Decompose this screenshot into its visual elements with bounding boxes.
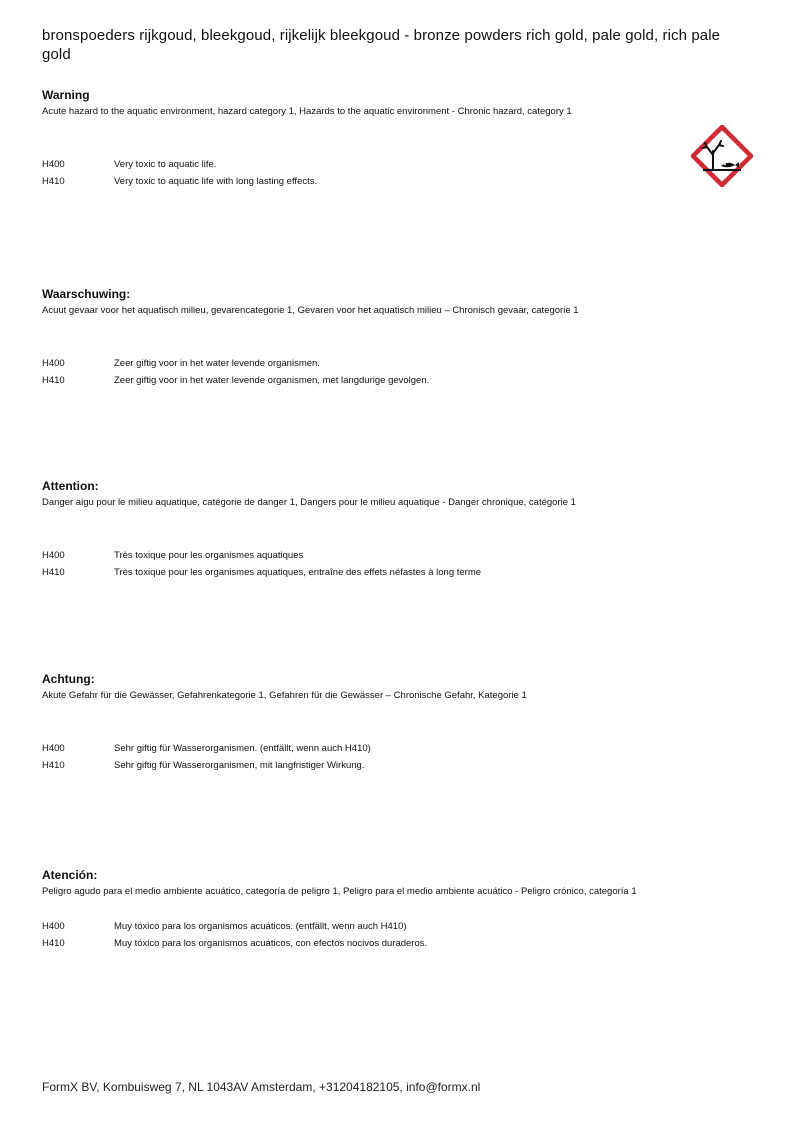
hazard-code: H410 bbox=[42, 567, 65, 578]
hazard-code: H410 bbox=[42, 938, 65, 949]
hazard-text: Sehr giftig für Wasserorganismen. (entfällt, wenn auch H410) bbox=[114, 743, 371, 754]
hazard-statement bbox=[42, 918, 682, 935]
document-title: bronspoeders rijkgoud, bleekgoud, rijkelijk bleekgoud - bronze powders rich gold, pale gold, rich pale gold bbox=[42, 27, 721, 63]
hazard-statement bbox=[42, 173, 682, 190]
section-heading: Warning bbox=[42, 88, 90, 102]
hazard-statements bbox=[42, 740, 682, 774]
hazard-code: H400 bbox=[42, 358, 65, 369]
section-en bbox=[42, 88, 682, 190]
section-heading: Atención: bbox=[42, 868, 98, 882]
section-es bbox=[42, 868, 682, 952]
hazard-statement bbox=[42, 547, 682, 564]
section-de bbox=[42, 672, 682, 774]
hazard-text: Muy tóxico para los organismos acuáticos, con efectos nocivos duraderos. bbox=[114, 938, 428, 949]
hazard-text: Very toxic to aquatic life. bbox=[114, 159, 217, 170]
hazard-text: Zeer giftig voor in het water levende organismen. bbox=[114, 358, 320, 369]
section-description: Danger aigu pour le milieu aquatique, catégorie de danger 1, Dangers pour le milieu aquatique - Danger chronique, catégorie 1 bbox=[42, 497, 576, 508]
hazard-code: H400 bbox=[42, 743, 65, 754]
section-heading: Achtung: bbox=[42, 672, 95, 686]
environment-hazard-icon bbox=[691, 125, 753, 187]
footer-contact: FormX BV, Kombuisweg 7, NL 1043AV Amsterdam, +31204182105, info@formx.nl bbox=[42, 1080, 481, 1094]
hazard-statement bbox=[42, 564, 682, 581]
section-description: Acuut gevaar voor het aquatisch milieu, gevarencategorie 1, Gevaren voor het aquatisch milieu – Chronisch gevaar, categorie 1 bbox=[42, 305, 579, 316]
hazard-statements bbox=[42, 918, 682, 952]
hazard-text: Muy tóxico para los organismos acuáticos. (entfällt, wenn auch H410) bbox=[114, 921, 407, 932]
hazard-statement bbox=[42, 935, 682, 952]
hazard-statement bbox=[42, 355, 682, 372]
hazard-code: H410 bbox=[42, 760, 65, 771]
hazard-statement bbox=[42, 757, 682, 774]
hazard-statement bbox=[42, 156, 682, 173]
section-nl bbox=[42, 287, 682, 389]
hazard-statement bbox=[42, 372, 682, 389]
hazard-code: H400 bbox=[42, 921, 65, 932]
section-description: Akute Gefahr für die Gewässer, Gefahrenkategorie 1, Gefahren für die Gewässer – Chronische Gefahr, Kategorie 1 bbox=[42, 690, 527, 701]
hazard-code: H400 bbox=[42, 159, 65, 170]
hazard-statements bbox=[42, 156, 682, 190]
section-description: Acute hazard to the aquatic environment, hazard category 1, Hazards to the aquatic environment - Chronic hazard, category 1 bbox=[42, 106, 572, 117]
hazard-statements bbox=[42, 547, 682, 581]
hazard-text: Very toxic to aquatic life with long lasting effects. bbox=[114, 176, 318, 187]
hazard-statement bbox=[42, 740, 682, 757]
hazard-code: H410 bbox=[42, 375, 65, 386]
section-description: Peligro agudo para el medio ambiente acuático, categoría de peligro 1, Peligro para el medio ambiente acuático - Peligro crónico, categoría 1 bbox=[42, 886, 637, 897]
hazard-statements bbox=[42, 355, 682, 389]
hazard-text: Sehr giftig für Wasserorganismen, mit langfristiger Wirkung. bbox=[114, 760, 365, 771]
hazard-text: Très toxique pour les organismes aquatiques bbox=[114, 550, 304, 561]
section-heading: Attention: bbox=[42, 479, 99, 493]
hazard-code: H400 bbox=[42, 550, 65, 561]
section-heading: Waarschuwing: bbox=[42, 287, 131, 301]
hazard-code: H410 bbox=[42, 176, 65, 187]
section-fr bbox=[42, 479, 682, 581]
hazard-text: Zeer giftig voor in het water levende organismen, met langdurige gevolgen. bbox=[114, 375, 430, 386]
hazard-text: Très toxique pour les organismes aquatiques, entraîne des effets néfastes à long terme bbox=[114, 567, 482, 578]
